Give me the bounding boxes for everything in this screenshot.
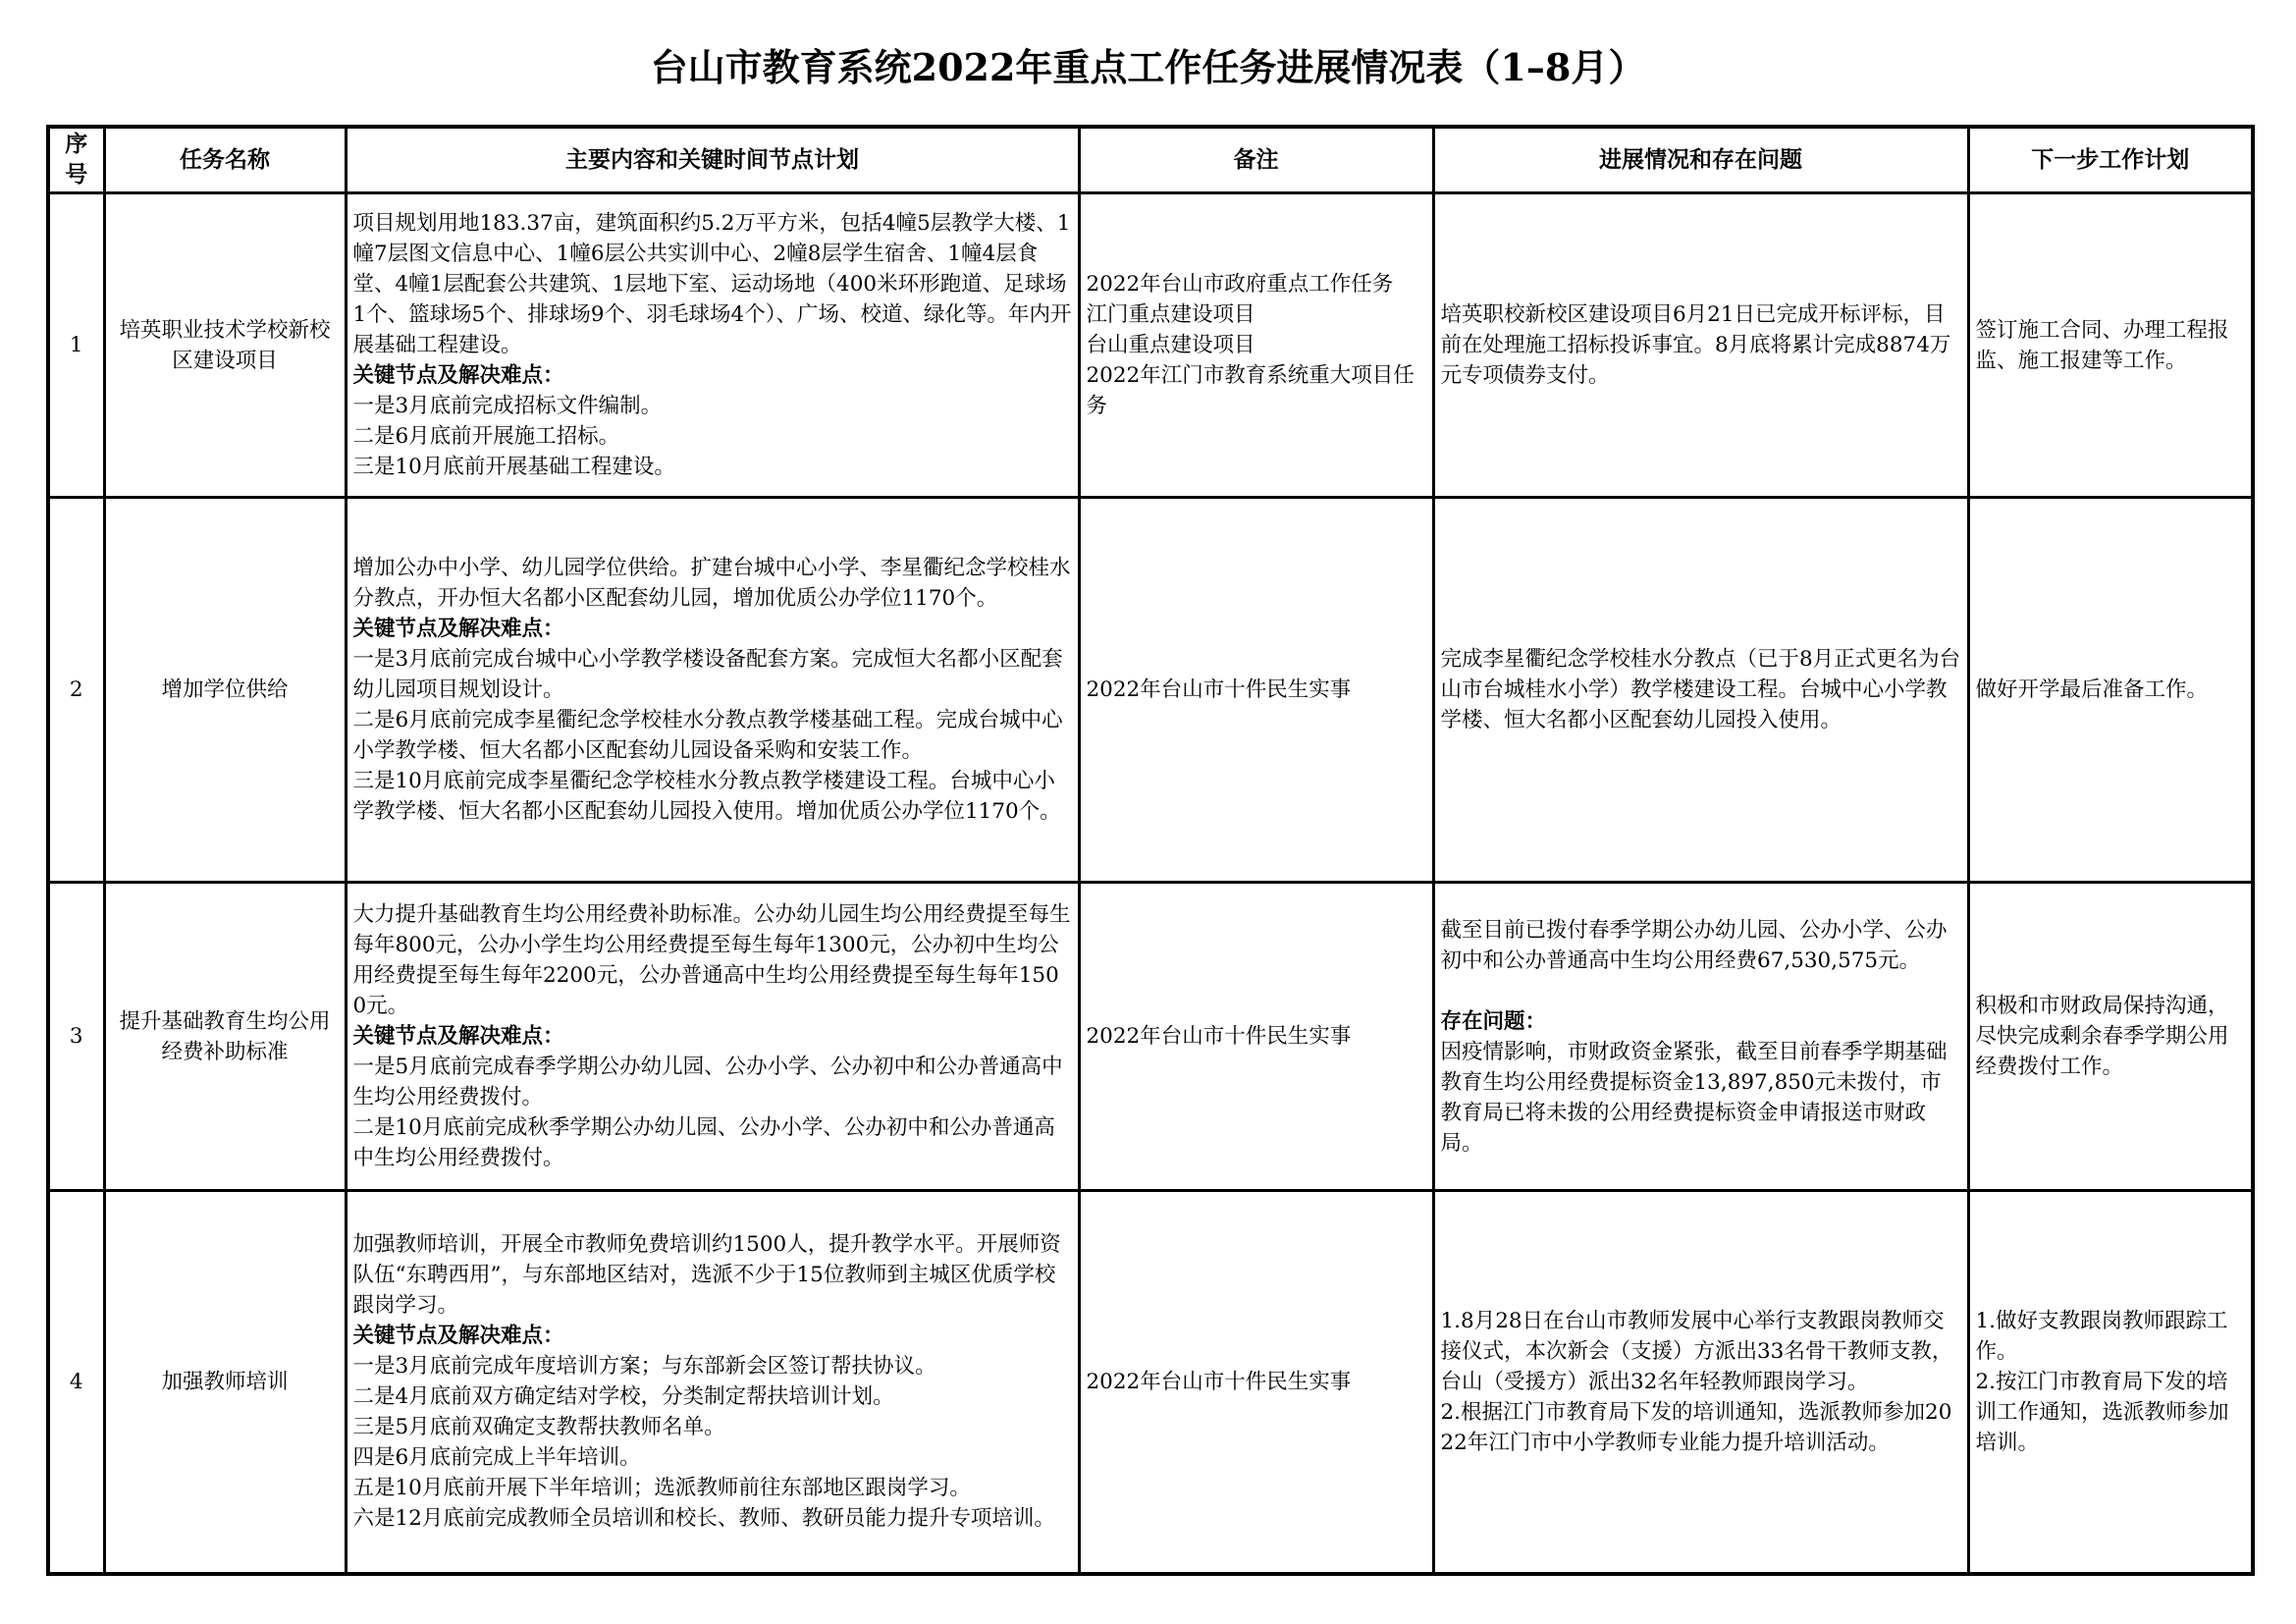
next-plan-item: 签订施工合同、办理工程报监、施工报建等工作。	[1975, 317, 2229, 373]
key-point: 三是10月底前完成李星衢纪念学校桂水分教点教学楼建设工程。台城中心小学教学楼、恒大名都小区配套幼儿园投入使用。增加优质公办学位1170个。	[352, 769, 1061, 824]
remark-item: 2022年江门市教育系统重大项目任务	[1086, 363, 1415, 418]
content-intro: 增加公办中小学、幼儿园学位供给。扩建台城中心小学、李星衢纪念学校桂水分教点，开办恒大名都小区配套幼儿园，增加优质公办学位1170个。	[352, 556, 1071, 611]
row-remark	[1079, 498, 1433, 883]
row-task-name: 提升基础教育生均公用经费补助标准	[104, 883, 346, 1191]
key-point: 五是10月底前开展下半年培训；选派教师前往东部地区跟岗学习。	[352, 1476, 971, 1501]
header-progress: 进展情况和存在问题	[1433, 127, 1968, 193]
key-points-heading: 关键节点及解决难点：	[352, 617, 564, 641]
row-progress	[1433, 498, 1968, 883]
row-next-plan	[1968, 883, 2253, 1191]
row-task-name: 培英职业技术学校新校区建设项目	[104, 193, 346, 498]
next-plan-item: 1.做好支教跟岗教师跟踪工作。	[1975, 1308, 2228, 1364]
header-seq: 序号	[48, 127, 104, 193]
row-task-name: 加强教师培训	[104, 1191, 346, 1574]
key-point: 一是3月底前完成台城中心小学教学楼设备配套方案。完成恒大名都小区配套幼儿园项目规划设计。	[352, 647, 1063, 702]
row-remark	[1079, 883, 1433, 1191]
remark-item: 台山重点建设项目	[1086, 333, 1255, 357]
progress-paragraph: 截至目前已拨付春季学期公办幼儿园、公办小学、公办初中和公办普通高中生均公用经费67,530,575元。	[1440, 917, 1948, 973]
issues-text: 因疫情影响，市财政资金紧张，截至目前春季学期基础教育生均公用经费提标资金13,897,850元未拨付，市教育局已将未拨的公用经费提标资金申请报送市财政局。	[1440, 1039, 1948, 1156]
task-progress-table	[46, 125, 2255, 1576]
key-point: 二是4月底前双方确定结对学校，分类制定帮扶培训计划。	[352, 1384, 894, 1410]
row-progress	[1433, 883, 1968, 1191]
row-remark	[1079, 193, 1433, 498]
progress-paragraph: 1.8月28日在台山市教师发展中心举行支教跟岗教师交接仪式，本次新会（支援）方派出33名骨干教师支教，台山（受援方）派出32名年轻教师跟岗学习。	[1440, 1308, 1953, 1394]
row-task-name: 增加学位供给	[104, 498, 346, 883]
row-next-plan	[1968, 193, 2253, 498]
row-progress	[1433, 193, 1968, 498]
content-intro: 项目规划用地183.37亩，建筑面积约5.2万平方米，包括4幢5层教学大楼、1幢7层图文信息中心、1幢6层公共实训中心、2幢8层学生宿舍、1幢4层食堂、4幢1层配套公共建筑、1层地下室、运动场地（400米环形跑道、足球场1个、篮球场5个、排球场9个、羽毛球场4个）、广场、校道、绿化等。年内开展基础工程建设。	[352, 211, 1072, 357]
key-point: 二是6月底前开展施工招标。	[352, 424, 620, 449]
key-points-heading: 关键节点及解决难点：	[352, 1324, 564, 1349]
progress-paragraph: 培英职校新校区建设项目6月21日已完成开标评标，目前在处理施工招标投诉事宜。8月底将累计完成8874万元专项债券支付。	[1440, 302, 1951, 388]
remark-item: 2022年台山市十件民生实事	[1086, 1024, 1352, 1049]
key-point: 二是10月底前完成秋季学期公办幼儿园、公办小学、公办初中和公办普通高中生均公用经费拨付。	[352, 1115, 1055, 1170]
key-points-heading: 关键节点及解决难点：	[352, 363, 564, 388]
table-row	[48, 193, 2253, 498]
row-seq: 1	[48, 193, 104, 498]
next-plan-item: 做好开学最后准备工作。	[1975, 677, 2209, 702]
row-remark	[1079, 1191, 1433, 1574]
remark-item: 2022年台山市十件民生实事	[1086, 677, 1352, 702]
progress-paragraph: 2.根据江门市教育局下发的培训通知，选派教师参加2022年江门市中小学教师专业能力提升培训活动。	[1440, 1399, 1952, 1455]
table-row	[48, 883, 2253, 1191]
issues-heading: 存在问题：	[1440, 1008, 1547, 1034]
next-plan-item: 2.按江门市教育局下发的培训工作通知，选派教师参加培训。	[1975, 1369, 2229, 1455]
key-point: 二是6月底前完成李星衢纪念学校桂水分教点教学楼基础工程。完成台城中心小学教学楼、恒大名都小区配套幼儿园设备采购和安装工作。	[352, 708, 1063, 763]
key-point: 一是5月底前完成春季学期公办幼儿园、公办小学、公办初中和公办普通高中生均公用经费拨付。	[352, 1055, 1063, 1110]
key-point: 三是5月底前双确定支教帮扶教师名单。	[352, 1415, 725, 1440]
header-next-plan: 下一步工作计划	[1968, 127, 2253, 193]
table-row	[48, 498, 2253, 883]
row-seq: 4	[48, 1191, 104, 1574]
key-point: 三是10月底前开展基础工程建设。	[352, 455, 675, 479]
row-seq: 3	[48, 883, 104, 1191]
row-seq: 2	[48, 498, 104, 883]
row-main-content	[346, 498, 1079, 883]
row-main-content	[346, 883, 1079, 1191]
content-intro: 加强教师培训，开展全市教师免费培训约1500人，提升教学水平。开展师资队伍“东聘西用”，与东部地区结对，选派不少于15位教师到主城区优质学校跟岗学习。	[352, 1232, 1061, 1319]
progress-paragraph: 完成李星衢纪念学校桂水分教点（已于8月正式更名为台山市台城桂水小学）教学楼建设工程。台城中心小学教学楼、恒大名都小区配套幼儿园投入使用。	[1440, 647, 1961, 732]
row-next-plan	[1968, 1191, 2253, 1574]
row-main-content	[346, 1191, 1079, 1574]
key-point: 一是3月底前完成招标文件编制。	[352, 394, 663, 418]
key-point: 一是3月底前完成年度培训方案；与东部新会区签订帮扶协议。	[352, 1354, 936, 1380]
key-point: 四是6月底前完成上半年培训。	[352, 1445, 641, 1471]
key-points-heading: 关键节点及解决难点：	[352, 1024, 564, 1049]
content-intro: 大力提升基础教育生均公用经费补助标准。公办幼儿园生均公用经费提至每生每年800元，公办小学生均公用经费提至每生每年1300元，公办初中生均公用经费提至每生每年2200元，公办普通高中生均公用经费提至每生每年1500元。	[352, 902, 1071, 1018]
remark-item: 江门重点建设项目	[1086, 302, 1255, 327]
row-next-plan	[1968, 498, 2253, 883]
row-progress	[1433, 1191, 1968, 1574]
remark-item: 2022年台山市十件民生实事	[1086, 1369, 1352, 1394]
spacer	[1441, 976, 1961, 1006]
header-main-content: 主要内容和关键时间节点计划	[346, 127, 1079, 193]
document-title: 台山市教育系统2022年重点工作任务进展情况表（1–8月）	[650, 45, 1646, 89]
table-header-row	[48, 127, 2253, 193]
remark-item: 2022年台山市政府重点工作任务	[1086, 272, 1394, 297]
key-point: 六是12月底前完成教师全员培训和校长、教师、教研员能力提升专项培训。	[352, 1506, 1055, 1532]
row-main-content	[346, 193, 1079, 498]
header-task-name: 任务名称	[104, 127, 346, 193]
header-remark: 备注	[1079, 127, 1433, 193]
next-plan-item: 积极和市财政局保持沟通，尽快完成剩余春季学期公用经费拨付工作。	[1975, 994, 2229, 1079]
table-row	[48, 1191, 2253, 1574]
